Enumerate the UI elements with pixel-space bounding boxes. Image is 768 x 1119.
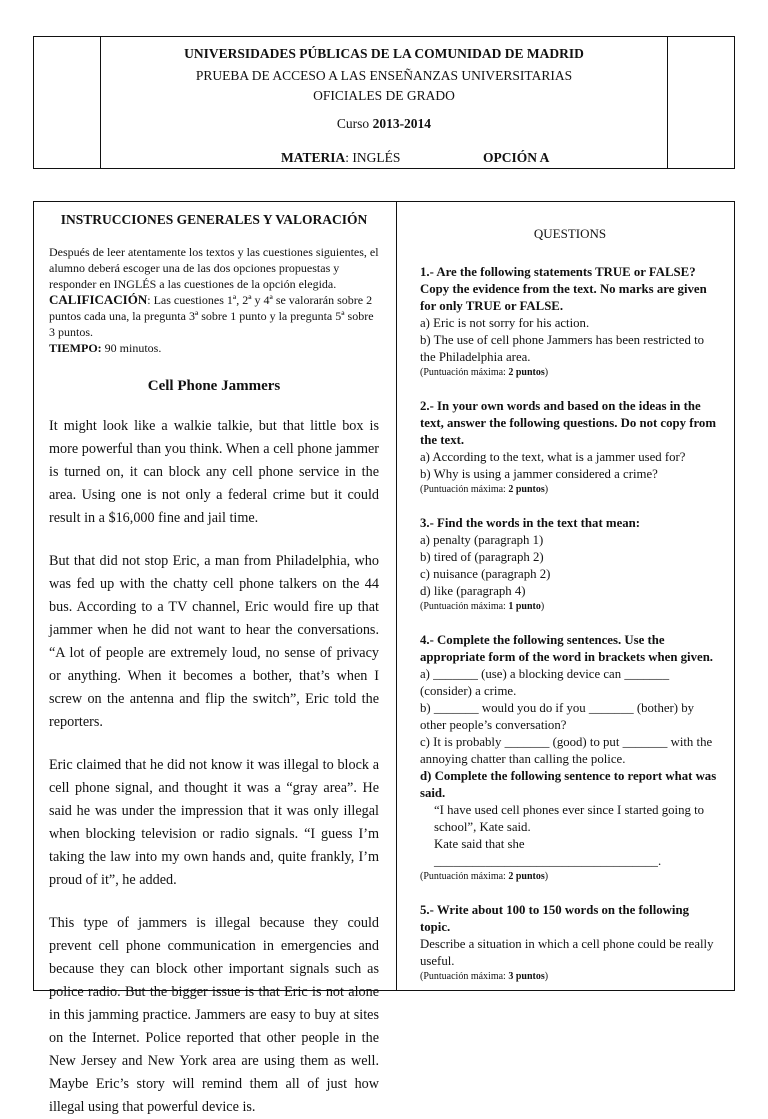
question-1: [420, 264, 720, 380]
exam-title-line2: OFICIALES DE GRADO: [313, 88, 455, 103]
question-5-head: 5.- Write about 100 to 150 words on the following topic.: [420, 903, 689, 934]
paragraph-3: Eric claimed that he did not know it was illegal to block a cell phone signal, and thought it was a “gray area”. He said he was under the impression that it was only illegal when blocking television or radio signals. “I guess I’m taking the law into my own hands and, quite frankly, I’m proud of it”, he added.: [49, 757, 379, 888]
score-label: (Puntuación máxima:: [420, 484, 509, 495]
question-3-head: 3.- Find the words in the text that mean:: [420, 516, 641, 530]
question-3-item-d: d) like (paragraph 4): [420, 584, 526, 598]
paragraph-4: This type of jammers is illegal because they could prevent cell phone communication in emergencies and because they can block other important signals such as police radio. But the bigger issue is that Eric is not alone in this jamming practice. Jammers are easy to buy at sites on the Internet. Police reported that other people in the New Jersey and New York area are using them as well. Maybe Eric’s story will remind them all of just how illegal using that powerful device is.: [49, 915, 379, 1115]
question-1-score: [420, 366, 720, 380]
score-value: 2 puntos: [508, 871, 545, 882]
course-label: Curso: [336, 116, 370, 131]
article-paragraph: [49, 754, 379, 892]
question-2-score: [420, 483, 720, 497]
score-label: (Puntuación máxima:: [420, 367, 509, 378]
score-value: 2 puntos: [508, 367, 545, 378]
grading-detail: : Las cuestiones 1ª, 2ª y 4ª se valorarán sobre 2 puntos cada una, la pregunta 3ª sobre 1 punto y la pregunta 5ª sobre 3 puntos.: [49, 293, 374, 339]
subject-value: : INGLÉS: [345, 150, 401, 165]
score-label: (Puntuación máxima:: [420, 971, 509, 982]
question-4-quote: “I have used cell phones ever since I started going to school”, Kate said.: [434, 803, 705, 834]
question-1-item-a: a) Eric is not sorry for his action.: [420, 316, 590, 330]
question-4-item-d: d) Complete the following sentence to report what was said.: [420, 769, 717, 800]
question-4-item-b: b) _______ would you do if you _______ (bother) by other people’s conversation?: [420, 701, 695, 732]
question-3-item-b: b) tired of (paragraph 2): [420, 550, 544, 564]
question-5: [420, 902, 720, 984]
question-2-head: 2.- In your own words and based on the ideas in the text, answer the following questions. Do not copy from the text.: [420, 399, 716, 447]
question-3: [420, 515, 720, 614]
question-2: [420, 398, 720, 497]
score-close: ): [544, 484, 549, 495]
article-paragraph: [49, 550, 379, 734]
course-line: [101, 114, 667, 134]
question-3-item-a: a) penalty (paragraph 1): [420, 533, 544, 547]
question-4-score: [420, 870, 720, 884]
course-value: 2013-2014: [372, 116, 432, 131]
column-divider: [396, 202, 397, 990]
left-column: [49, 212, 379, 1119]
question-2-item-a: a) According to the text, what is a jammer used for?: [420, 450, 686, 464]
header-right-divider: [667, 37, 668, 168]
questions-title: QUESTIONS: [533, 226, 607, 241]
question-5-topic: Describe a situation in which a cell phone could be really useful.: [420, 937, 714, 968]
question-2-item-b: b) Why is using a jammer considered a crime?: [420, 467, 658, 481]
time-label: TIEMPO:: [49, 341, 102, 355]
university-name: UNIVERSIDADES PÚBLICAS DE LA COMUNIDAD DE MADRID: [184, 46, 584, 61]
question-4-head: 4.- Complete the following sentences. Use the appropriate form of the word in brackets when given.: [420, 633, 714, 664]
instructions-title: INSTRUCCIONES GENERALES Y VALORACIÓN: [60, 212, 368, 227]
score-close: ): [544, 971, 549, 982]
time-value: 90 minutos.: [101, 341, 162, 355]
article-title: Cell Phone Jammers: [147, 378, 281, 394]
option-label: OPCIÓN A: [483, 150, 550, 165]
score-label: (Puntuación máxima:: [420, 871, 509, 882]
score-label: (Puntuación máxima:: [420, 601, 509, 612]
grading-label: CALIFICACIÓN: [49, 292, 148, 307]
question-4-item-c: c) It is probably _______ (good) to put _______ with the annoying chatter than calling the police.: [420, 735, 713, 766]
right-column: [420, 226, 720, 1002]
grading-text: [49, 292, 379, 340]
question-4-answer-line: Kate said that she ___________________________________.: [434, 837, 662, 868]
question-4: [420, 632, 720, 884]
exam-header: [33, 36, 735, 169]
score-close: ): [544, 871, 549, 882]
score-value: 1 punto: [508, 601, 541, 612]
subject-label: MATERIA: [281, 150, 346, 165]
question-4-item-a: a) _______ (use) a blocking device can _______ (consider) a crime.: [420, 667, 670, 698]
time-text: [49, 340, 379, 356]
question-1-item-b: b) The use of cell phone Jammers has been restricted to the Philadelphia area.: [420, 333, 705, 364]
exam-title-line1: PRUEBA DE ACCESO A LAS ENSEÑANZAS UNIVERSITARIAS: [195, 68, 573, 83]
article-paragraph: [49, 415, 379, 530]
question-3-item-c: c) nuisance (paragraph 2): [420, 567, 551, 581]
score-value: 3 puntos: [508, 971, 545, 982]
score-value: 2 puntos: [508, 484, 545, 495]
question-1-head: 1.- Are the following statements TRUE or FALSE? Copy the evidence from the text. No marks are given for only TRUE or FALSE.: [420, 265, 707, 313]
score-close: ): [544, 367, 549, 378]
score-close: ): [540, 601, 545, 612]
article-paragraph: [49, 912, 379, 1119]
subject-line: [281, 148, 400, 168]
exam-body: [33, 201, 735, 1115]
question-3-score: [420, 600, 720, 614]
instructions-body: Después de leer atentamente los textos y las cuestiones siguientes, el alumno deberá escoger una de las dos opciones propuestas y responder en INGLÉS a las cuestiones de la opción elegida.: [49, 245, 379, 291]
question-5-score: [420, 970, 720, 984]
paragraph-1: It might look like a walkie talkie, but that little box is more powerful than you think. When a cell phone jammer is turned on, it can block any cell phone service in the area. Using one is not only a federal crime but it could result in a $16,000 fine and jail time.: [49, 418, 379, 526]
paragraph-2: But that did not stop Eric, a man from Philadelphia, who was fed up with the chatty cell phone talkers on the 44 bus. According to a TV channel, Eric would fire up that jammer when he did not want to hear the conversations. “A lot of people are extremely loud, no sense of privacy or anything. When it becomes a bother, that’s when I screw on the antenna and flip the switch”, Eric told the reporters.: [49, 553, 379, 730]
